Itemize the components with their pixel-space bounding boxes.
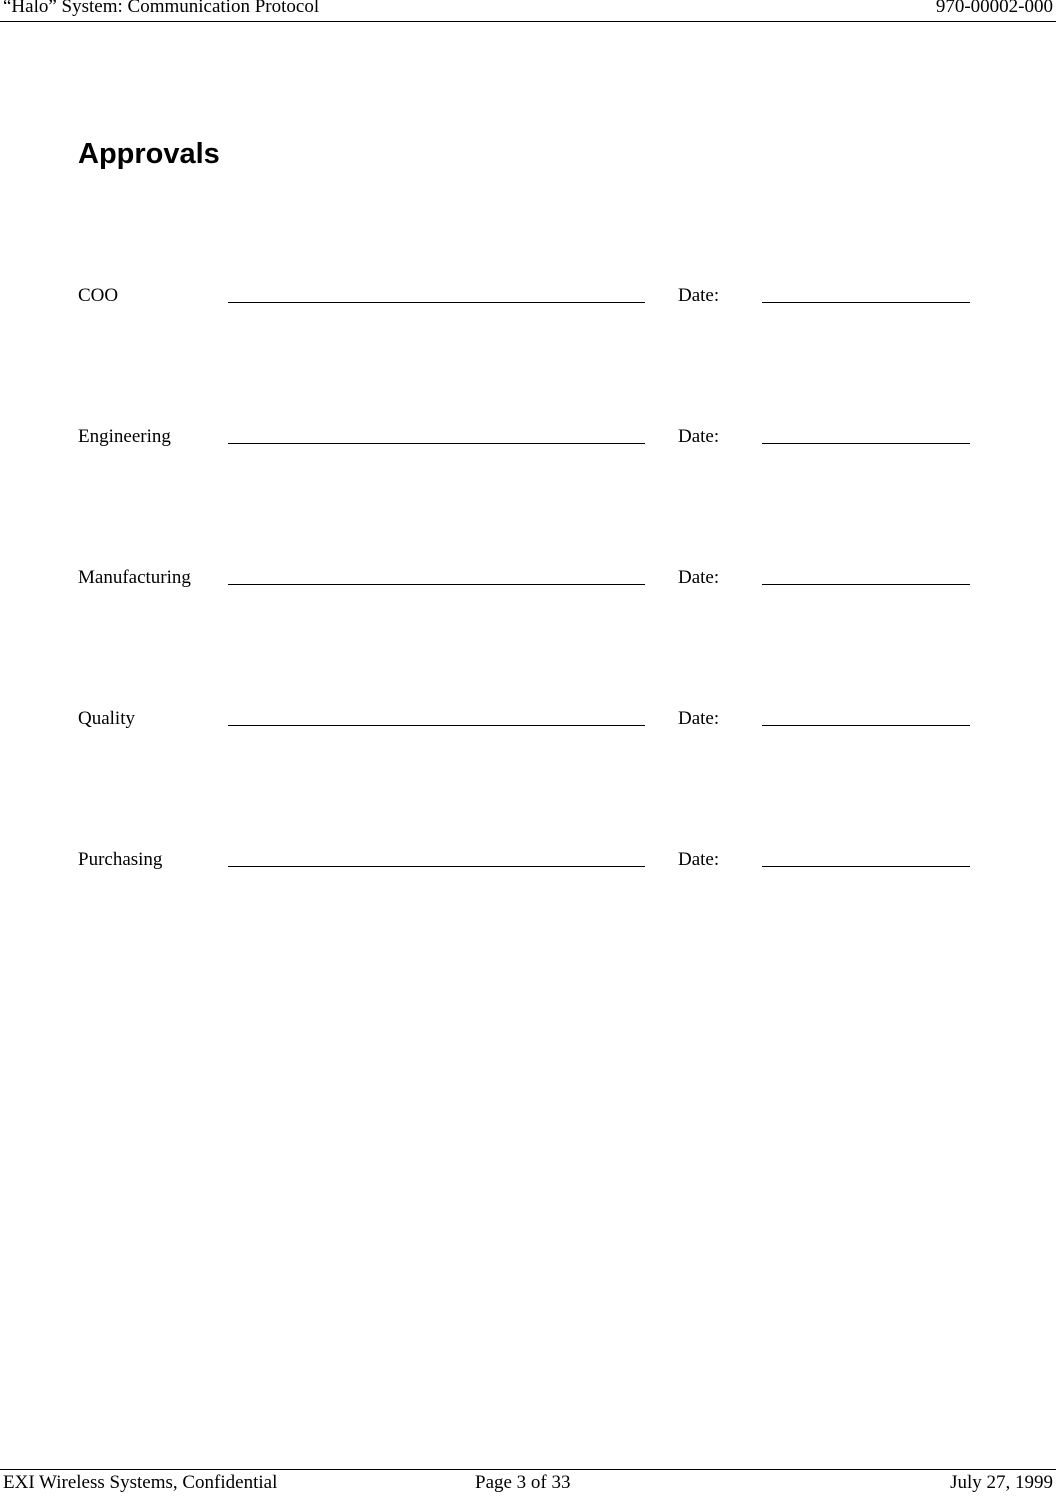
date-label: Date:: [678, 849, 720, 870]
page-title: Approvals: [78, 138, 220, 170]
footer-company: EXI Wireless Systems, Confidential: [3, 1472, 278, 1493]
signature-line: [228, 849, 645, 867]
date-line: [762, 567, 970, 585]
footer-page-number: Page 3 of 33: [475, 1472, 571, 1493]
date-line: [762, 708, 970, 726]
signature-line: [228, 426, 645, 444]
signature-line: [228, 708, 645, 726]
date-label: Date:: [678, 285, 720, 306]
signature-line: [228, 567, 645, 585]
approval-row-engineering: [0, 426, 1056, 450]
date-label: Date:: [678, 567, 720, 588]
signature-line: [228, 285, 645, 303]
document-title: “Halo” System: Communication Protocol: [3, 0, 320, 17]
approval-role-label: COO: [78, 285, 119, 306]
document-number: 970-00002-000: [935, 0, 1053, 17]
approval-row-manufacturing: [0, 567, 1056, 591]
approval-row-purchasing: [0, 849, 1056, 873]
running-header: [0, 0, 1056, 22]
approval-role-label: Purchasing: [78, 849, 163, 870]
approval-role-label: Quality: [78, 708, 135, 729]
approval-role-label: Manufacturing: [78, 567, 191, 588]
date-label: Date:: [678, 426, 720, 447]
date-line: [762, 849, 970, 867]
footer-date: July 27, 1999: [950, 1472, 1053, 1493]
approval-row-quality: [0, 708, 1056, 732]
date-line: [762, 426, 970, 444]
date-line: [762, 285, 970, 303]
date-label: Date:: [678, 708, 720, 729]
running-footer: [0, 1469, 1056, 1496]
approval-role-label: Engineering: [78, 426, 171, 447]
approval-row-coo: [0, 285, 1056, 309]
